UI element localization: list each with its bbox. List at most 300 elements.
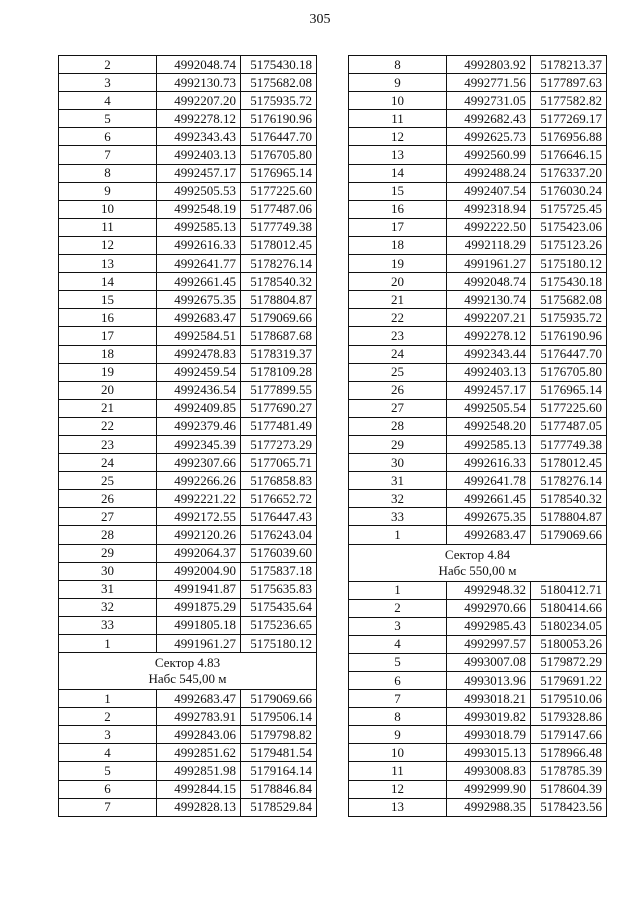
x-coordinate-cell: 4992548.20	[447, 417, 531, 435]
point-number-cell: 16	[59, 309, 157, 327]
point-number-cell: 8	[59, 164, 157, 182]
sector-subtitle: Набс 545,00 м	[148, 671, 227, 687]
y-coordinate-cell: 5177487.05	[531, 417, 607, 435]
table-row	[349, 744, 607, 762]
x-coordinate-cell: 4993019.82	[447, 708, 531, 726]
x-coordinate-cell: 4992130.73	[157, 74, 241, 92]
x-coordinate-cell: 4992997.57	[447, 635, 531, 653]
point-number-cell: 21	[59, 399, 157, 417]
point-number-cell: 18	[349, 236, 447, 254]
y-coordinate-cell: 5175180.12	[241, 635, 317, 653]
y-coordinate-cell: 5180414.66	[531, 599, 607, 617]
point-number-cell: 1	[59, 690, 157, 708]
point-number-cell: 26	[349, 381, 447, 399]
y-coordinate-cell: 5178604.39	[531, 780, 607, 798]
x-coordinate-cell: 4992222.50	[447, 218, 531, 236]
x-coordinate-cell: 4992343.44	[447, 345, 531, 363]
point-number-cell: 26	[59, 490, 157, 508]
table-row	[59, 74, 317, 92]
table-row	[59, 417, 317, 435]
table-row	[349, 273, 607, 291]
point-number-cell: 3	[59, 74, 157, 92]
table-row	[59, 490, 317, 508]
y-coordinate-cell: 5177749.38	[531, 435, 607, 453]
point-number-cell: 5	[349, 653, 447, 671]
y-coordinate-cell: 5176447.70	[531, 345, 607, 363]
y-coordinate-cell: 5179872.29	[531, 653, 607, 671]
y-coordinate-cell: 5179510.06	[531, 690, 607, 708]
x-coordinate-cell: 4992851.98	[157, 762, 241, 780]
point-number-cell: 13	[59, 255, 157, 273]
y-coordinate-cell: 5178687.68	[241, 327, 317, 345]
table-row	[59, 236, 317, 254]
y-coordinate-cell: 5179481.54	[241, 744, 317, 762]
point-number-cell: 1	[349, 581, 447, 599]
table-row	[349, 454, 607, 472]
table-row	[349, 128, 607, 146]
table-row	[349, 381, 607, 399]
table-row	[59, 780, 317, 798]
table-row	[59, 544, 317, 562]
page-number: 305	[309, 12, 331, 27]
x-coordinate-cell: 4992064.37	[157, 544, 241, 562]
coordinates-table-left	[58, 55, 317, 817]
point-number-cell: 4	[59, 744, 157, 762]
x-coordinate-cell: 4992459.54	[157, 363, 241, 381]
table-row	[59, 255, 317, 273]
x-coordinate-cell: 4992343.43	[157, 128, 241, 146]
x-coordinate-cell: 4992783.91	[157, 708, 241, 726]
point-number-cell: 33	[349, 508, 447, 526]
table-row	[59, 454, 317, 472]
point-number-cell: 2	[349, 599, 447, 617]
point-number-cell: 30	[59, 562, 157, 580]
x-coordinate-cell: 4991875.29	[157, 598, 241, 616]
point-number-cell: 3	[349, 617, 447, 635]
point-number-cell: 7	[59, 146, 157, 164]
table-row	[59, 200, 317, 218]
point-number-cell: 24	[349, 345, 447, 363]
table-row	[59, 526, 317, 544]
y-coordinate-cell: 5177065.71	[241, 454, 317, 472]
y-coordinate-cell: 5178276.14	[241, 255, 317, 273]
point-number-cell: 8	[349, 56, 447, 74]
x-coordinate-cell: 4992118.29	[447, 236, 531, 254]
x-coordinate-cell: 4992803.92	[447, 56, 531, 74]
point-number-cell: 6	[59, 780, 157, 798]
x-coordinate-cell: 4992407.54	[447, 182, 531, 200]
y-coordinate-cell: 5177225.60	[531, 399, 607, 417]
y-coordinate-cell: 5176447.70	[241, 128, 317, 146]
y-coordinate-cell: 5179147.66	[531, 726, 607, 744]
point-number-cell: 4	[59, 92, 157, 110]
y-coordinate-cell: 5175123.26	[531, 236, 607, 254]
x-coordinate-cell: 4992682.43	[447, 110, 531, 128]
table-row	[349, 56, 607, 74]
table-row	[349, 291, 607, 309]
point-number-cell: 27	[59, 508, 157, 526]
point-number-cell: 9	[349, 74, 447, 92]
table-row	[59, 762, 317, 780]
x-coordinate-cell: 4991961.27	[157, 635, 241, 653]
x-coordinate-cell: 4992307.66	[157, 454, 241, 472]
point-number-cell: 10	[349, 744, 447, 762]
y-coordinate-cell: 5176646.15	[531, 146, 607, 164]
table-row	[59, 363, 317, 381]
sector-title: Сектор 4.83	[154, 655, 221, 671]
x-coordinate-cell: 4992683.47	[447, 526, 531, 544]
y-coordinate-cell: 5175635.83	[241, 580, 317, 598]
x-coordinate-cell: 4992379.46	[157, 417, 241, 435]
x-coordinate-cell: 4993008.83	[447, 762, 531, 780]
table-row	[59, 472, 317, 490]
y-coordinate-cell: 5176039.60	[241, 544, 317, 562]
x-coordinate-cell: 4992436.54	[157, 381, 241, 399]
x-coordinate-cell: 4992478.83	[157, 345, 241, 363]
point-number-cell: 33	[59, 616, 157, 634]
y-coordinate-cell: 5178804.87	[241, 291, 317, 309]
y-coordinate-cell: 5179069.66	[531, 526, 607, 544]
y-coordinate-cell: 5177897.63	[531, 74, 607, 92]
table-row	[349, 399, 607, 417]
point-number-cell: 21	[349, 291, 447, 309]
x-coordinate-cell: 4992616.33	[157, 236, 241, 254]
x-coordinate-cell: 4992488.24	[447, 164, 531, 182]
x-coordinate-cell: 4992207.20	[157, 92, 241, 110]
table-row	[59, 309, 317, 327]
point-number-cell: 14	[349, 164, 447, 182]
table-row	[349, 236, 607, 254]
point-number-cell: 13	[349, 798, 447, 816]
table-row	[59, 218, 317, 236]
x-coordinate-cell: 4992683.47	[157, 309, 241, 327]
table-row	[59, 128, 317, 146]
x-coordinate-cell: 4992221.22	[157, 490, 241, 508]
table-row	[59, 508, 317, 526]
table-row	[349, 327, 607, 345]
table-row	[59, 744, 317, 762]
y-coordinate-cell: 5179069.66	[241, 690, 317, 708]
point-number-cell: 20	[349, 273, 447, 291]
point-number-cell: 10	[59, 200, 157, 218]
x-coordinate-cell: 4992345.39	[157, 435, 241, 453]
table-row	[59, 435, 317, 453]
table-row	[349, 74, 607, 92]
y-coordinate-cell: 5178109.28	[241, 363, 317, 381]
table-row	[59, 616, 317, 634]
table-row	[349, 798, 607, 816]
table-row	[349, 690, 607, 708]
y-coordinate-cell: 5176965.14	[241, 164, 317, 182]
table-row	[59, 381, 317, 399]
y-coordinate-cell: 5179164.14	[241, 762, 317, 780]
point-number-cell: 29	[59, 544, 157, 562]
table-row	[349, 635, 607, 653]
point-number-cell: 19	[59, 363, 157, 381]
table-row	[349, 780, 607, 798]
y-coordinate-cell: 5176956.88	[531, 128, 607, 146]
y-coordinate-cell: 5177225.60	[241, 182, 317, 200]
y-coordinate-cell: 5176190.96	[531, 327, 607, 345]
sector-header-row	[349, 544, 607, 581]
table-row	[349, 762, 607, 780]
y-coordinate-cell: 5178423.56	[531, 798, 607, 816]
table-row	[349, 146, 607, 164]
x-coordinate-cell: 4992584.51	[157, 327, 241, 345]
table-row	[349, 708, 607, 726]
point-number-cell: 11	[349, 762, 447, 780]
y-coordinate-cell: 5177273.29	[241, 435, 317, 453]
table-row	[349, 164, 607, 182]
y-coordinate-cell: 5178213.37	[531, 56, 607, 74]
x-coordinate-cell: 4992985.43	[447, 617, 531, 635]
point-number-cell: 1	[349, 526, 447, 544]
x-coordinate-cell: 4992828.13	[157, 798, 241, 816]
table-row	[59, 798, 317, 816]
point-number-cell: 11	[349, 110, 447, 128]
x-coordinate-cell: 4992675.35	[447, 508, 531, 526]
point-number-cell: 19	[349, 255, 447, 273]
y-coordinate-cell: 5180234.05	[531, 617, 607, 635]
x-coordinate-cell: 4991961.27	[447, 255, 531, 273]
x-coordinate-cell: 4993018.21	[447, 690, 531, 708]
table-row	[59, 598, 317, 616]
table-row	[349, 182, 607, 200]
point-number-cell: 32	[59, 598, 157, 616]
y-coordinate-cell: 5175180.12	[531, 255, 607, 273]
table-row	[59, 562, 317, 580]
table-row	[349, 726, 607, 744]
table-row	[349, 526, 607, 544]
point-number-cell: 29	[349, 435, 447, 453]
x-coordinate-cell: 4992505.53	[157, 182, 241, 200]
x-coordinate-cell: 4992661.45	[157, 273, 241, 291]
point-number-cell: 17	[349, 218, 447, 236]
point-number-cell: 8	[349, 708, 447, 726]
table-row	[349, 200, 607, 218]
x-coordinate-cell: 4992266.26	[157, 472, 241, 490]
x-coordinate-cell: 4992130.74	[447, 291, 531, 309]
table-row	[59, 273, 317, 291]
y-coordinate-cell: 5175682.08	[241, 74, 317, 92]
coordinates-table-right	[348, 55, 607, 817]
x-coordinate-cell: 4992675.35	[157, 291, 241, 309]
table-row	[349, 110, 607, 128]
x-coordinate-cell: 4992999.90	[447, 780, 531, 798]
y-coordinate-cell: 5178540.32	[531, 490, 607, 508]
y-coordinate-cell: 5175430.18	[241, 56, 317, 74]
x-coordinate-cell: 4992457.17	[447, 381, 531, 399]
y-coordinate-cell: 5177269.17	[531, 110, 607, 128]
point-number-cell: 3	[59, 726, 157, 744]
point-number-cell: 7	[59, 798, 157, 816]
x-coordinate-cell: 4992585.13	[447, 435, 531, 453]
x-coordinate-cell: 4992172.55	[157, 508, 241, 526]
y-coordinate-cell: 5177582.82	[531, 92, 607, 110]
x-coordinate-cell: 4992403.13	[157, 146, 241, 164]
y-coordinate-cell: 5179506.14	[241, 708, 317, 726]
point-number-cell: 5	[59, 110, 157, 128]
table-row	[59, 399, 317, 417]
x-coordinate-cell: 4992278.12	[447, 327, 531, 345]
table-row	[59, 146, 317, 164]
point-number-cell: 12	[349, 128, 447, 146]
point-number-cell: 27	[349, 399, 447, 417]
point-number-cell: 4	[349, 635, 447, 653]
y-coordinate-cell: 5180412.71	[531, 581, 607, 599]
x-coordinate-cell: 4992207.21	[447, 309, 531, 327]
y-coordinate-cell: 5175435.64	[241, 598, 317, 616]
point-number-cell: 7	[349, 690, 447, 708]
point-number-cell: 2	[59, 56, 157, 74]
y-coordinate-cell: 5176705.80	[531, 363, 607, 381]
table-row	[349, 218, 607, 236]
table-row	[59, 580, 317, 598]
sector-header-row	[59, 653, 317, 690]
point-number-cell: 15	[349, 182, 447, 200]
x-coordinate-cell: 4992457.17	[157, 164, 241, 182]
point-number-cell: 15	[59, 291, 157, 309]
y-coordinate-cell: 5178540.32	[241, 273, 317, 291]
x-coordinate-cell: 4991941.87	[157, 580, 241, 598]
table-row	[59, 708, 317, 726]
y-coordinate-cell: 5176190.96	[241, 110, 317, 128]
point-number-cell: 23	[59, 435, 157, 453]
table-row	[349, 508, 607, 526]
x-coordinate-cell: 4992048.74	[157, 56, 241, 74]
table-row	[59, 92, 317, 110]
x-coordinate-cell: 4992585.13	[157, 218, 241, 236]
sector-header-cell	[59, 653, 317, 690]
coordinates-table-right-body	[349, 56, 607, 817]
y-coordinate-cell: 5178319.37	[241, 345, 317, 363]
table-row	[59, 56, 317, 74]
x-coordinate-cell: 4993018.79	[447, 726, 531, 744]
y-coordinate-cell: 5175430.18	[531, 273, 607, 291]
table-row	[59, 182, 317, 200]
point-number-cell: 14	[59, 273, 157, 291]
y-coordinate-cell: 5177690.27	[241, 399, 317, 417]
point-number-cell: 22	[349, 309, 447, 327]
left-column	[58, 55, 317, 817]
y-coordinate-cell: 5175935.72	[241, 92, 317, 110]
x-coordinate-cell: 4992683.47	[157, 690, 241, 708]
y-coordinate-cell: 5179798.82	[241, 726, 317, 744]
point-number-cell: 25	[59, 472, 157, 490]
point-number-cell: 20	[59, 381, 157, 399]
point-number-cell: 28	[349, 417, 447, 435]
table-row	[59, 110, 317, 128]
point-number-cell: 13	[349, 146, 447, 164]
table-row	[349, 363, 607, 381]
table-row	[59, 690, 317, 708]
x-coordinate-cell: 4992948.32	[447, 581, 531, 599]
point-number-cell: 12	[349, 780, 447, 798]
x-coordinate-cell: 4992731.05	[447, 92, 531, 110]
y-coordinate-cell: 5176243.04	[241, 526, 317, 544]
x-coordinate-cell: 4992560.99	[447, 146, 531, 164]
point-number-cell: 6	[59, 128, 157, 146]
sector-subtitle: Набс 550,00 м	[438, 562, 517, 578]
point-number-cell: 32	[349, 490, 447, 508]
point-number-cell: 1	[59, 635, 157, 653]
y-coordinate-cell: 5176652.72	[241, 490, 317, 508]
x-coordinate-cell: 4992505.54	[447, 399, 531, 417]
point-number-cell: 9	[59, 182, 157, 200]
x-coordinate-cell: 4993007.08	[447, 653, 531, 671]
table-row	[349, 472, 607, 490]
x-coordinate-cell: 4992004.90	[157, 562, 241, 580]
y-coordinate-cell: 5176965.14	[531, 381, 607, 399]
table-row	[349, 581, 607, 599]
table-row	[349, 255, 607, 273]
table-row	[349, 672, 607, 690]
point-number-cell: 31	[349, 472, 447, 490]
y-coordinate-cell: 5176337.20	[531, 164, 607, 182]
y-coordinate-cell: 5176858.83	[241, 472, 317, 490]
x-coordinate-cell: 4992548.19	[157, 200, 241, 218]
point-number-cell: 9	[349, 726, 447, 744]
point-number-cell: 31	[59, 580, 157, 598]
point-number-cell: 22	[59, 417, 157, 435]
x-coordinate-cell: 4993015.13	[447, 744, 531, 762]
y-coordinate-cell: 5178785.39	[531, 762, 607, 780]
table-row	[349, 599, 607, 617]
x-coordinate-cell: 4992048.74	[447, 273, 531, 291]
point-number-cell: 23	[349, 327, 447, 345]
x-coordinate-cell: 4992403.13	[447, 363, 531, 381]
x-coordinate-cell: 4992641.77	[157, 255, 241, 273]
table-row	[349, 653, 607, 671]
y-coordinate-cell: 5178846.84	[241, 780, 317, 798]
y-coordinate-cell: 5175423.06	[531, 218, 607, 236]
point-number-cell: 28	[59, 526, 157, 544]
table-row	[349, 309, 607, 327]
x-coordinate-cell: 4992851.62	[157, 744, 241, 762]
x-coordinate-cell: 4992988.35	[447, 798, 531, 816]
table-row	[349, 92, 607, 110]
point-number-cell: 5	[59, 762, 157, 780]
y-coordinate-cell: 5177749.38	[241, 218, 317, 236]
y-coordinate-cell: 5176705.80	[241, 146, 317, 164]
y-coordinate-cell: 5178966.48	[531, 744, 607, 762]
x-coordinate-cell: 4992661.45	[447, 490, 531, 508]
point-number-cell: 18	[59, 345, 157, 363]
x-coordinate-cell: 4992771.56	[447, 74, 531, 92]
x-coordinate-cell: 4992844.15	[157, 780, 241, 798]
x-coordinate-cell: 4992625.73	[447, 128, 531, 146]
x-coordinate-cell: 4993013.96	[447, 672, 531, 690]
y-coordinate-cell: 5179328.86	[531, 708, 607, 726]
x-coordinate-cell: 4992641.78	[447, 472, 531, 490]
x-coordinate-cell: 4991805.18	[157, 616, 241, 634]
table-row	[59, 726, 317, 744]
point-number-cell: 10	[349, 92, 447, 110]
point-number-cell: 24	[59, 454, 157, 472]
y-coordinate-cell: 5177487.06	[241, 200, 317, 218]
point-number-cell: 2	[59, 708, 157, 726]
right-column	[348, 55, 607, 817]
point-number-cell: 11	[59, 218, 157, 236]
y-coordinate-cell: 5175837.18	[241, 562, 317, 580]
table-row	[59, 164, 317, 182]
point-number-cell: 17	[59, 327, 157, 345]
table-row	[59, 345, 317, 363]
y-coordinate-cell: 5177481.49	[241, 417, 317, 435]
table-row	[349, 435, 607, 453]
y-coordinate-cell: 5176447.43	[241, 508, 317, 526]
table-row	[349, 345, 607, 363]
